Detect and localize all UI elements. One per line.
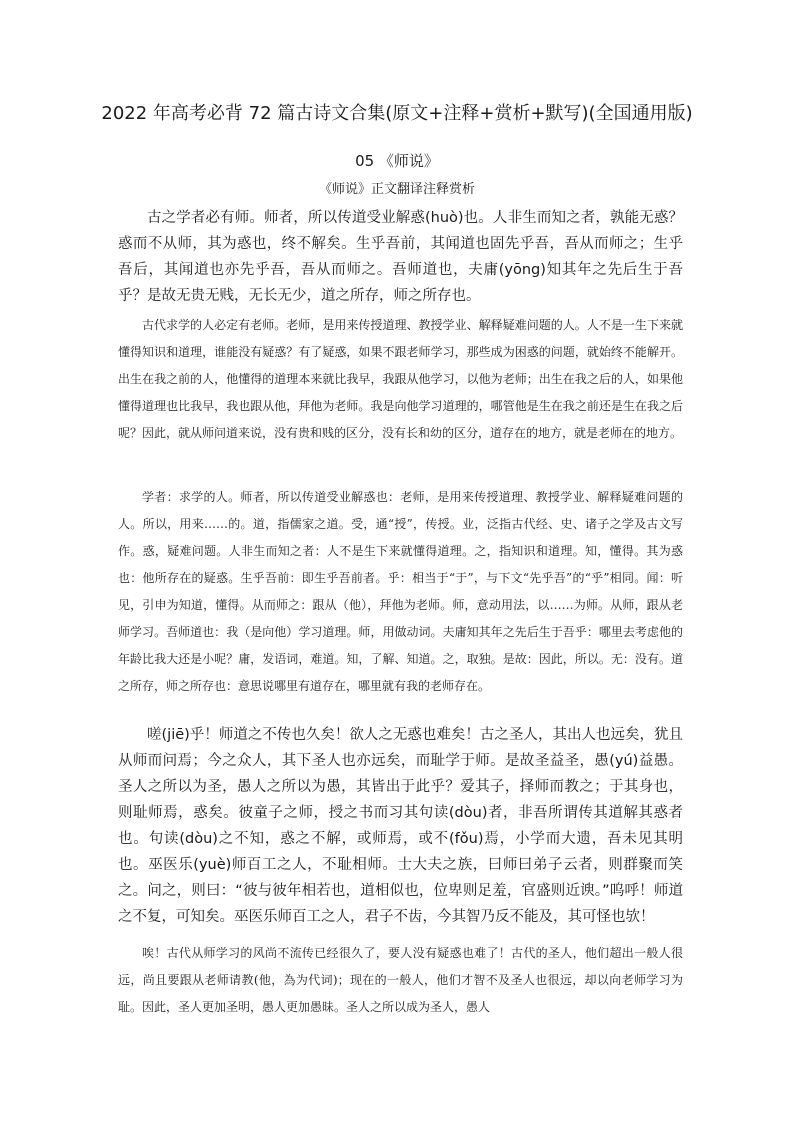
section-subtitle: 《师说》正文翻译注释赏析 bbox=[318, 182, 475, 197]
original-text-paragraph-1: 古之学者必有师。师者，所以传道受业解惑(huò)也。人非生而知之者，孰能无惑？惑而不从师，其为惑也，终不解矣。生乎吾前，其闻道也固先乎吾，吾从而师之；生乎吾后，其闻道也亦先乎吾，吾从而师之。吾师道也，夫庸(yōng)知其年之先后生于吾乎？是故无贵无贱，无长无少，道之所存，师之所存也。 bbox=[118, 210, 683, 304]
document-title: 2022 年高考必背 72 篇古诗文合集(原文+注释+赏析+默写)(全国通用版) bbox=[101, 103, 693, 124]
section-title: 05 《师说》 bbox=[355, 152, 439, 170]
translation-paragraph-1: 古代求学的人必定有老师。老师，是用来传授道理、教授学业、解释疑难问题的人。人不是一生下来就懂得知识和道理，谁能没有疑惑？有了疑惑，如果不跟老师学习，那些成为困惑的问题，就始终不能解开。出生在我之前的人，他懂得的道理本来就比我早，我跟从他学习，以他为老师；出生在我之后的人，如果他懂得道理也比我早，我也跟从他，拜他为老师。我是向他学习道理的，哪管他是生在我之前还是生在我之后呢？因此，就从师问道来说，没有贵和贱的区分，没有长和幼的区分，道存在的地方，就是老师在的地方。 bbox=[118, 318, 683, 440]
original-text-paragraph-2: 嗟(jiē)乎！师道之不传也久矣！欲人之无惑也难矣！古之圣人，其出人也远矣，犹且从师而问焉；今之众人，其下圣人也亦远矣，而耻学于师。是故圣益圣，愚(yú)益愚。圣人之所以为圣，愚人之所以为愚，其皆出于此乎？爱其子，择师而教之；于其身也，则耻师焉，惑矣。彼童子之师，授之书而习其句读(dòu)者，非吾所谓传其道解其惑者也。句读(dòu)之不知，惑之不解，或师焉，或不(fǒu)焉，小学而大遗，吾未见其明也。巫医乐(yuè)师百工之人，不耻相师。士大夫之族，曰师曰弟子云者，则群聚而笑之。问之，则曰：“彼与彼年相若也，道相似也，位卑则足羞，官盛则近谀。”呜呼！师道之不复，可知矣。巫医乐师百工之人，君子不齿，今其智乃反不能及，其可怪也欤！ bbox=[118, 727, 683, 925]
translation-paragraph-2: 唉！古代从师学习的风尚不流传已经很久了，要人没有疑惑也难了！古代的圣人，他们超出一般人很远，尚且要跟从老师请教(他，為为代词)；现在的一般人，他们才智不及圣人也很远，却以向老师学习为耻。因此，圣人更加圣明，愚人更加愚昧。圣人之所以成为圣人，愚人 bbox=[118, 946, 683, 1014]
notes-paragraph-1: 学者：求学的人。师者，所以传道受业解惑也：老师，是用来传授道理、教授学业、解释疑难问题的人。所以，用来……的。道，指儒家之道。受，通“授”，传授。业，泛指古代经、史、诸子之学及古文写作。惑，疑难问题。人非生而知之者：人不是生下来就懂得道理。之，指知识和道理。知，懂得。其为惑也：他所存在的疑惑。生乎吾前：即生乎吾前者。乎：相当于“于”，与下文“先乎吾”的“乎”相同。闻：听见，引申为知道，懂得。从而师之：跟从（他），拜他为老师。师，意动用法，以……为师。从师，跟从老师学习。吾师道也：我（是向他）学习道理。师，用做动词。夫庸知其年之先后生于吾乎：哪里去考虑他的年龄比我大还是小呢？庸，发语词，难道。知，了解、知道。之，取独。是故：因此，所以。无：没有。道之所存，师之所存也：意思说哪里有道存在，哪里就有我的老师存在。 bbox=[118, 490, 683, 693]
